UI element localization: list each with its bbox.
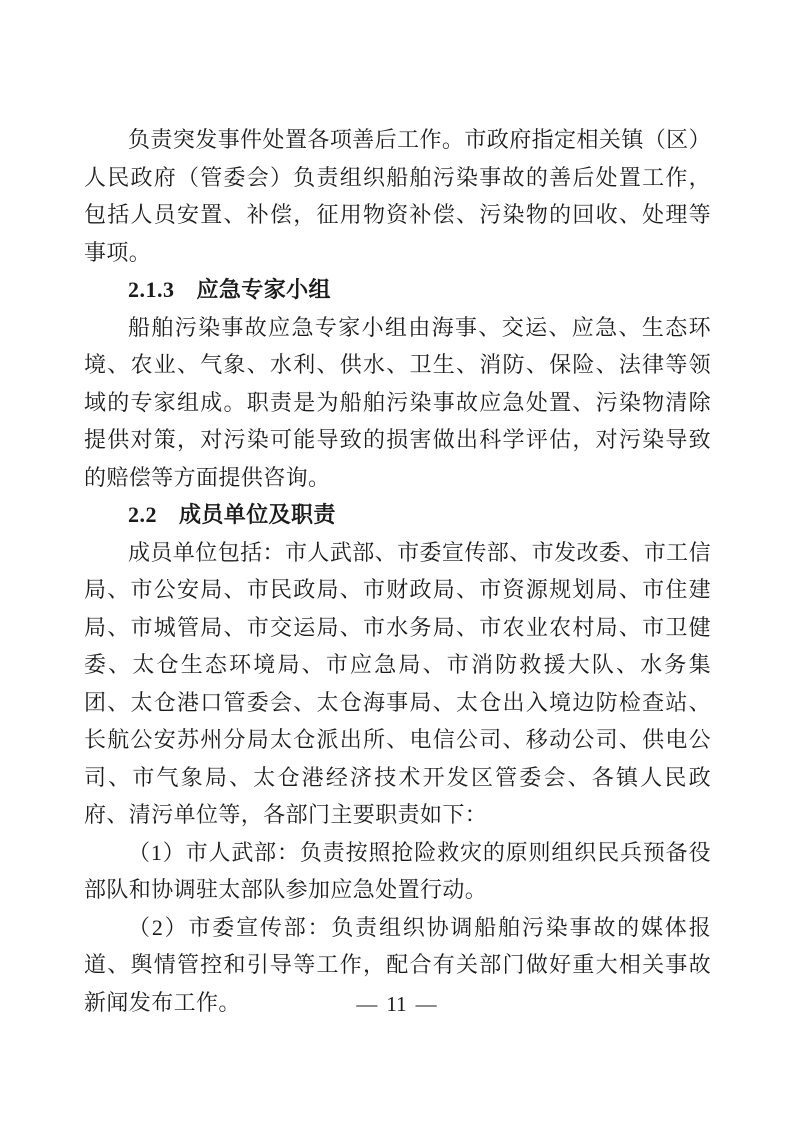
section-heading-member-units <box>84 496 711 534</box>
paragraph-member-units-list: 成员单位包括：市人武部、市委宣传部、市发改委、市工信局、市公安局、市民政局、市财政局、市资源规划局、市住建局、市城管局、市交运局、市水务局、市农业农村局、市卫健委、太仓生态环境局、市应急局、市消防救援大队、水务集团、太仓港口管委会、太仓海事局、太仓出入境边防检查站、长航公安苏州分局太仓派出所、电信公司、移动公司、供电公司、市气象局、太仓港经济技术开发区管委会、各镇人民政府、清污单位等，各部门主要职责如下： <box>84 539 711 827</box>
paragraph-aftercare-duties: 负责突发事件处置各项善后工作。市政府指定相关镇（区）人民政府（管委会）负责组织船舶污染事故的善后处置工作，包括人员安置、补偿，征用物资补偿、污染物的回收、处理等事项。 <box>84 127 711 265</box>
section-title: 成员单位及职责 <box>179 502 336 527</box>
section-number: 2.2 <box>128 502 157 527</box>
section-number: 2.1.3 <box>128 277 175 302</box>
document-body <box>84 121 711 1021</box>
section-heading-emergency-expert-group <box>84 271 711 309</box>
paragraph-duty-1-armed-forces: （1）市人武部：负责按照抢险救灾的原则组织民兵预备役部队和协调驻太部队参加应急处置行动。 <box>84 839 711 902</box>
page-footer <box>0 989 793 1019</box>
paragraph-duty-2-propaganda: （2）市委宣传部：负责组织协调船舶污染事故的媒体报道、舆情管控和引导等工作，配合有关部门做好重大相关事故新闻发布工作。 <box>84 914 711 1015</box>
footer-dash-right: — <box>415 992 437 1016</box>
page-number: 11 <box>386 992 407 1016</box>
footer-dash-left: — <box>356 992 378 1016</box>
paragraph-expert-group-composition: 船舶污染事故应急专家小组由海事、交运、应急、生态环境、农业、气象、水利、供水、卫生、消防、保险、法律等领域的专家组成。职责是为船舶污染事故应急处置、污染物清除提供对策，对污染可能导致的损害做出科学评估，对污染导致的赔偿等方面提供咨询。 <box>84 314 711 490</box>
section-title: 应急专家小组 <box>196 277 331 302</box>
